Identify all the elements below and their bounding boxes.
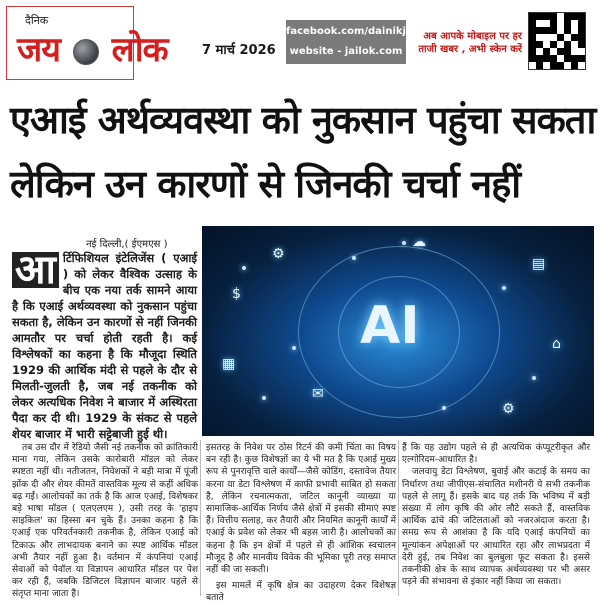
social-links-box bbox=[286, 20, 434, 64]
mobile-scan-note bbox=[418, 30, 522, 56]
cloud-icon: ☁ bbox=[412, 234, 426, 250]
byline: नई दिल्ली,( ईएमएस ) bbox=[86, 239, 168, 250]
newspaper-logo[interactable] bbox=[6, 6, 168, 80]
column-1-text: तब उस दौर में रेडियो जैसी नई तकनीक को क्रांतिकारी माना गया, लेकिन उसके कारोबारी मॉडल को लेकर स्पष्टता नहीं थी। नतीजतन, निवेशकों ने बड़ी मात्रा में पूंजी झोंक दी और शेयर कीमतें वास्तविक मूल्य से कहीं अधिक बढ़ गईं। आलोचकों का तर्क है कि आज एआई, विशेषकर बड़े भाषा मॉडल ( एलएलएम ), उसी तरह के 'हाइप साइकिल' का हिस्सा बन चुके हैं। उनका कहना है कि एआई एक परिवर्तनकारी तकनीक है, लेकिन एआई को टिकाऊ और लाभदायक बनाने का स्पष्ट आर्थिक मॉडल अभी तैयार नहीं हुआ है। वर्तमान में कंपनियां एआई सेवाओं को पेवॉल या विज्ञापन आधारित मॉडल पर पेश कर रही हैं, जबकि डिजिटल विज्ञापन बाजार पहले से संतृप्त माना जाता है। bbox=[12, 443, 198, 600]
network-node bbox=[292, 346, 296, 350]
qr-code-icon[interactable] bbox=[528, 12, 586, 70]
mobile-note-line2: ताजी खबर , अभी स्केन करें bbox=[418, 44, 522, 55]
network-node bbox=[352, 256, 356, 260]
article-column-3 bbox=[402, 442, 590, 588]
network-node bbox=[442, 406, 446, 410]
logo-right: लोक bbox=[111, 30, 168, 70]
network-node bbox=[262, 396, 266, 400]
gear-icon: ⚙ bbox=[502, 401, 515, 417]
globe-icon bbox=[73, 39, 99, 65]
mobile-note-line1: अब आपके मोबाइल पर हर bbox=[423, 31, 522, 42]
column-3-text-b: जलवायु डेटा विश्लेषण, बुवाई और कटाई के समय का निर्धारण तथा जीपीएस-संचालित मशीनरी ये सभी तकनीक पहले से लागू हैं। इसके बाद यह तर्क कि भविष्य में बड़ी संख्या में लोग कृषि की ओर लौटे सकते हैं, वास्तविक आर्थिक ढांचे की जटिलताओं को नजरअंदाज करता है। समग्र रूप से आशंका है कि यदि एआई कंपनियों का मूल्यांकन अपेक्षाओं पर आधारित रहा और लाभप्रदता में देरी हुई, तब निवेश का बुलबुला फूट सकता है। इससे तकनीकी क्षेत्र के साथ व्यापक अर्थव्यवस्था पर भी असर पड़ने की संभावना से इंकार नहीं किया जा सकता। bbox=[402, 467, 590, 588]
issue-date: 7 मार्च 2026 bbox=[202, 43, 276, 58]
chart-icon: ▦ bbox=[222, 356, 236, 372]
document-icon: ▤ bbox=[532, 256, 546, 272]
article-column-1 bbox=[12, 442, 198, 601]
article-column-2 bbox=[206, 442, 396, 605]
ai-network-image bbox=[202, 226, 594, 436]
network-node bbox=[242, 266, 246, 270]
daily-label: दैनिक bbox=[25, 14, 49, 27]
intro-paragraph bbox=[12, 247, 197, 442]
mail-icon: ✉ bbox=[312, 386, 324, 402]
column-3-text: हैं कि यह उद्योग पहले से ही अत्यधिक कंप्यूटरीकृत और एल्गोरिदम-आधारित है। bbox=[402, 443, 590, 466]
headline-line1: एआई अर्थव्यवस्था को नुकसान पहुंचा सकता bbox=[10, 98, 596, 142]
masthead bbox=[0, 0, 600, 84]
network-node bbox=[532, 376, 536, 380]
gear-icon: ⚙ bbox=[272, 246, 285, 262]
dropcap: आ bbox=[12, 252, 59, 288]
ai-label: AI bbox=[360, 296, 420, 356]
column-2-text: इसतरह के निवेश पर ठोस रिटर्न की कमी चिंता का विषय बन रही है। कुछ विशेषज्ञों का ये भी मत है कि एआई मुख्य रूप से पुनरावृत्ति वाले कार्यों—जैसे कोडिंग, दस्तावेज तैयार करना या डेटा विश्लेषण में काफी प्रभावी साबित हो सकता है, लेकिन रचनात्मकता, जटिल कानूनी व्याख्या या सामाजिक-आर्थिक निर्णय जैसे क्षेत्रों में इसकी सीमाएं स्पष्ट हैं। वित्तीय सलाह, कर तैयारी और नियमित कानूनी कार्यों में एआई के प्रवेश को लेकर भी बहस जारी है। आलोचकों का कहना है कि इन क्षेत्रों में पहले से ही आंशिक स्वचालन मौजूद है और मानवीय विवेक की भूमिका पूरी तरह समाप्त नहीं की जा सकती। bbox=[206, 443, 396, 576]
column-divider bbox=[398, 440, 399, 596]
facebook-link[interactable]: facebook.com/dainikjailok bbox=[286, 26, 434, 37]
network-node bbox=[502, 286, 506, 290]
intro-text: र्टिफिशियल इंटेलिजेंस ( एआई ) को लेकर वैश्विक उत्साह के बीच एक नया तर्क सामने आया है कि एआई अर्थव्यवस्था को नुकसान पहुंचा सकता है, लेकिन उन कारणों से नहीं जिनकी आमतौर पर चर्चा होती रहती है। कई विश्लेषकों का कहना है कि मौजूदा स्थिति 1929 की आर्थिक मंदी से पहले के दौर से मिलती-जुलती है, जब नई तकनीक को लेकर अत्यधिक निवेश ने बाजार में अस्थिरता पैदा कर दी थी। 1929 के संकट से पहले शेयर बाजार में भारी सट्टेबाजी हुई थी। bbox=[12, 251, 197, 441]
headline-line2: लेकिन उन कारणों से जिनकी चर्चा नहीं bbox=[10, 162, 521, 206]
column-2-text-b: इस मामलें में कृषि क्षेत्र का उदाहरण देकर विशेषज्ञ बताते bbox=[206, 581, 396, 604]
building-icon: ⌂ bbox=[552, 336, 561, 352]
website-link[interactable]: website - jailok.com bbox=[289, 46, 403, 57]
dollar-icon: $ bbox=[232, 286, 241, 302]
headline bbox=[10, 88, 596, 216]
logo-left: जय bbox=[17, 30, 60, 70]
logo-text bbox=[17, 25, 168, 71]
network-node bbox=[402, 241, 406, 245]
column-divider bbox=[200, 440, 201, 596]
